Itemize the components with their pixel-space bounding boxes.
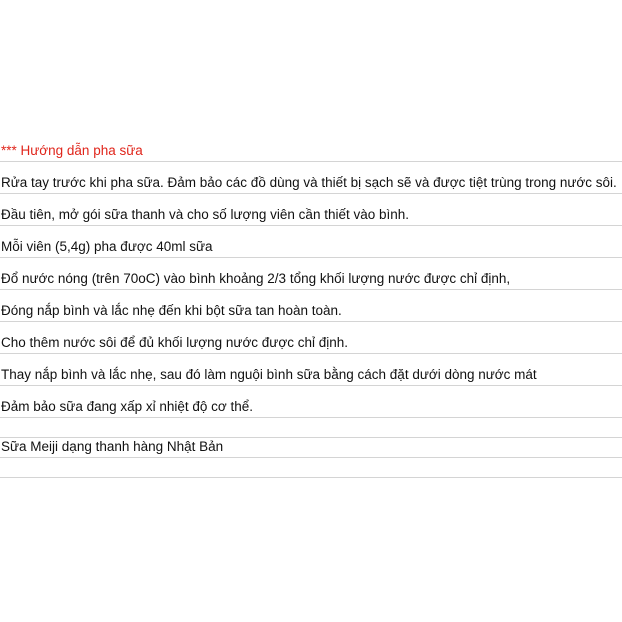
instruction-text: Mỗi viên (5,4g) pha được 40ml sữa [1, 239, 213, 254]
empty-row[interactable] [0, 418, 622, 438]
footer-text: Sữa Meiji dạng thanh hàng Nhật Bản [1, 439, 224, 454]
instruction-text: Cho thêm nước sôi để đủ khối lượng nước được chỉ định. [1, 335, 348, 350]
instruction-row-8[interactable] [0, 386, 622, 418]
instruction-text: Rửa tay trước khi pha sữa. Đảm bảo các đồ dùng và thiết bị sạch sẽ và được tiệt trùng trong nước sôi. [1, 175, 617, 190]
instruction-row-7[interactable] [0, 354, 622, 386]
instruction-row-2[interactable] [0, 194, 622, 226]
instruction-row-5[interactable] [0, 290, 622, 322]
instruction-row-6[interactable] [0, 322, 622, 354]
instruction-row-1[interactable] [0, 162, 622, 194]
heading-text: *** Hướng dẫn pha sữa [1, 143, 143, 158]
heading-row[interactable] [0, 138, 622, 162]
instruction-text: Đóng nắp bình và lắc nhẹ đến khi bột sữa tan hoàn toàn. [1, 303, 342, 318]
instruction-text: Thay nắp bình và lắc nhẹ, sau đó làm nguội bình sữa bằng cách đặt dưới dòng nước mát [1, 367, 537, 382]
instruction-text: Đầu tiên, mở gói sữa thanh và cho số lượng viên cần thiết vào bình. [1, 207, 410, 222]
empty-row[interactable] [0, 458, 622, 478]
footer-row[interactable] [0, 438, 622, 458]
instruction-text: Đảm bảo sữa đang xấp xỉ nhiệt độ cơ thể. [1, 399, 254, 414]
instruction-row-3[interactable] [0, 226, 622, 258]
instruction-text: Đổ nước nóng (trên 70oC) vào bình khoảng 2/3 tổng khối lượng nước được chỉ định, [1, 271, 511, 286]
instruction-row-4[interactable] [0, 258, 622, 290]
